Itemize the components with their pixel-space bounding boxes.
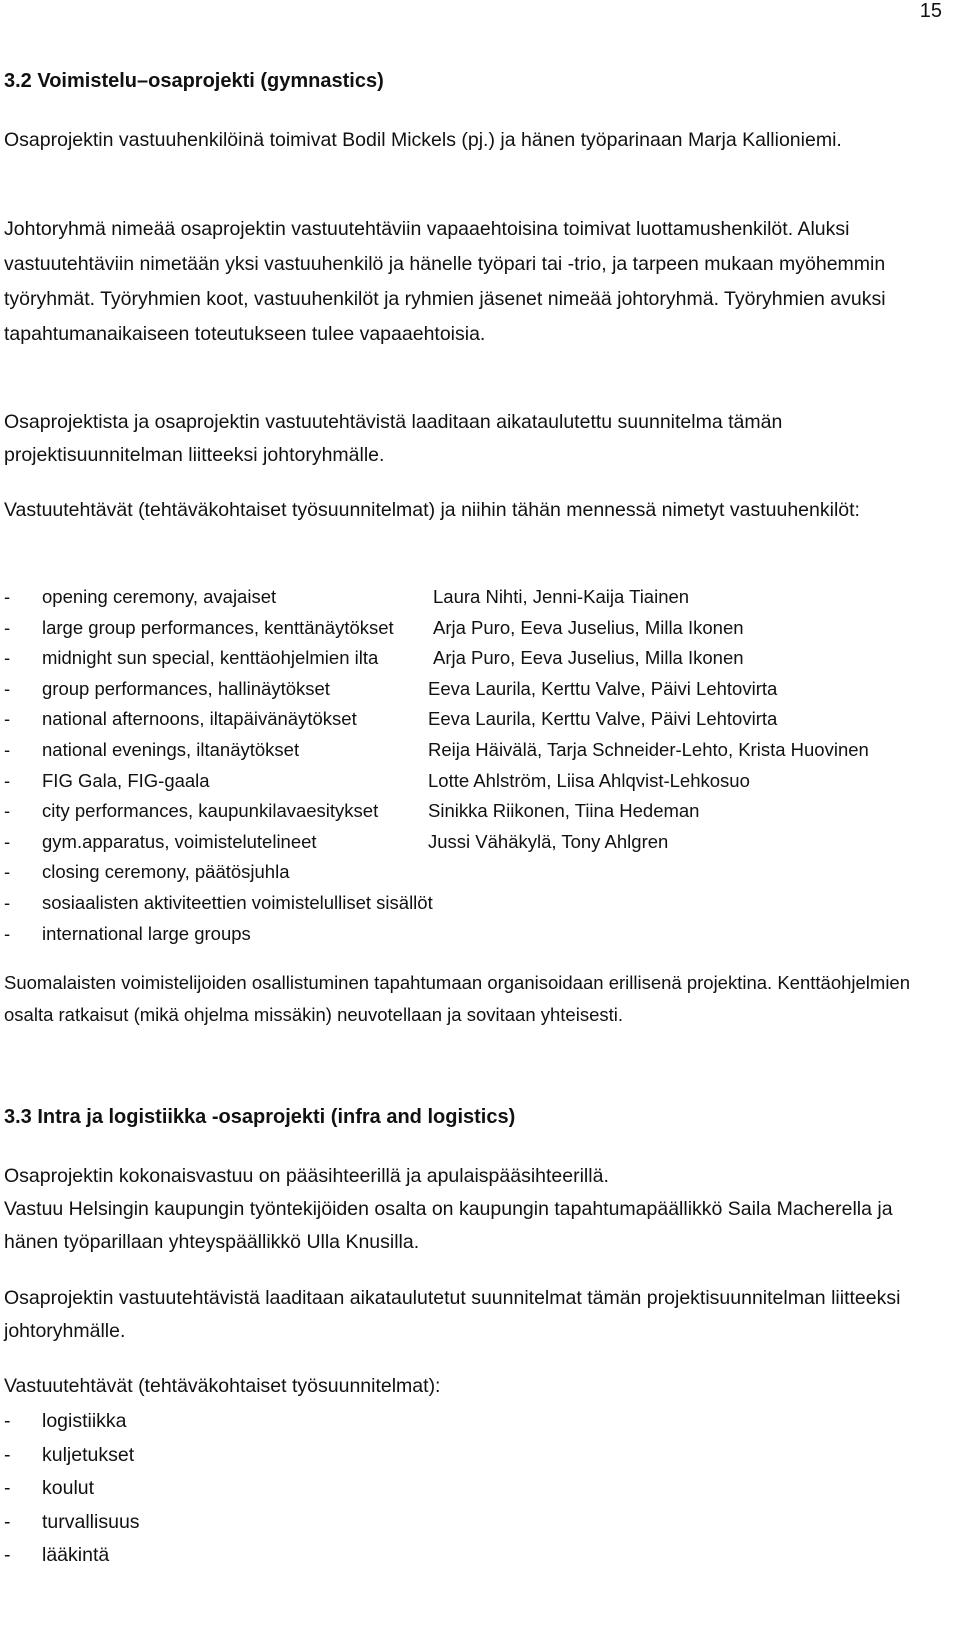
task-name: group performances, hallinäytökset	[42, 677, 330, 699]
list-dash: -	[4, 830, 11, 852]
list-dash: -	[4, 1544, 11, 1566]
task-persons: Laura Nihti, Jenni-Kaija Tiainen	[433, 586, 690, 607]
list-dash: -	[4, 1510, 11, 1533]
task-name: city performances, kaupunkilavaesitykset	[42, 800, 379, 822]
list-dash: -	[4, 708, 11, 730]
task-name: sosiaalisten aktiviteettien voimistelulliset sisällöt	[42, 891, 433, 913]
paragraph-overall-responsibility: Osaprojektin kokonaisvastuu on pääsihteerillä ja apulaispääsihteerillä.	[4, 1165, 609, 1187]
task-name: large group performances, kenttänäytökset	[42, 616, 394, 638]
paragraph-schedule-plan: Osaprojektista ja osaprojektin vastuutehtävistä laaditaan aikataulutettu suunnitelma tämän projektisuunnitelman liitteeksi johtoryhmälle.	[4, 411, 783, 466]
list-dash: -	[4, 922, 11, 944]
task-persons: Lotte Ahlström, Liisa Ahlqvist-Lehkosuo	[428, 769, 750, 791]
paragraph-finnish-gymnasts: Suomalaisten voimistelijoiden osallistuminen tapahtumaan organisoidaan erillisenä projektina. Kenttäohjelmien osalta ratkaisut (mikä ohjelma missäkin) neuvotellaan ja sovitaan yhteisesti.	[4, 972, 911, 1025]
list-dash: -	[4, 1477, 11, 1499]
task-persons: Eeva Laurila, Kerttu Valve, Päivi Lehtovirta	[428, 677, 778, 699]
task-persons: Eeva Laurila, Kerttu Valve, Päivi Lehtovirta	[428, 708, 778, 730]
task-name: opening ceremony, avajaiset	[42, 586, 277, 607]
list-dash: -	[4, 586, 11, 607]
task-name: closing ceremony, päätösjuhla	[42, 861, 290, 883]
paragraph-tasks-intro-3-3: Vastuutehtävät (tehtäväkohtaiset työsuunnitelmat):	[4, 1375, 441, 1397]
task-persons: Jussi Vähäkylä, Tony Ahlgren	[428, 830, 669, 852]
task-persons: Sinikka Riikonen, Tiina Hedeman	[428, 800, 700, 822]
task-name: logistiikka	[42, 1410, 127, 1432]
task-name: gym.apparatus, voimistelutelineet	[42, 830, 317, 852]
list-dash: -	[4, 891, 11, 913]
task-name: national afternoons, iltapäivänäytökset	[42, 708, 357, 730]
list-dash: -	[4, 738, 11, 760]
list-dash: -	[4, 1443, 11, 1466]
task-persons: Arja Puro, Eeva Juselius, Milla Ikonen	[433, 647, 744, 669]
task-persons: Arja Puro, Eeva Juselius, Milla Ikonen	[433, 616, 744, 638]
page-number: 15	[919, 0, 942, 22]
task-name: koulut	[42, 1477, 95, 1499]
task-name: national evenings, iltanäytökset	[42, 738, 300, 760]
list-dash: -	[4, 1410, 11, 1432]
paragraph-tasks-intro: Vastuutehtävät (tehtäväkohtaiset työsuunnitelmat) ja niihin tähän mennessä nimetyt vastuuhenkilöt:	[4, 499, 860, 521]
task-name: midnight sun special, kenttäohjelmien ilta	[42, 647, 379, 669]
list-dash: -	[4, 616, 11, 638]
paragraph-schedule-plans: Osaprojektin vastuutehtävistä laaditaan aikataulutetut suunnitelmat tämän projektisuunnitelman liitteeksi johtoryhmälle.	[4, 1287, 901, 1342]
list-dash: -	[4, 769, 11, 791]
list-dash: -	[4, 677, 11, 699]
paragraph-steering-group: Johtoryhmä nimeää osaprojektin vastuutehtäviin vapaaehtoisina toimivat luottamushenkilöt. Aluksi vastuutehtäviin nimetään yksi vastuuhenkilö ja hänelle työpari tai -trio, ja tarpeen mukaan myöhemmin työryhmät. Työryhmien koot, vastuuhenkilöt ja ryhmien jäsenet nimeää johtoryhmä. Työryhmien avuksi tapahtumanaikaiseen toteutukseen tulee vapaaehtoisia.	[4, 218, 886, 345]
section-heading-3-3: 3.3 Intra ja logistiikka -osaprojekti (infra and logistics)	[4, 1106, 516, 1128]
list-dash: -	[4, 647, 11, 669]
task-name: lääkintä	[42, 1544, 110, 1566]
section-heading-3-2: 3.2 Voimistelu–osaprojekti (gymnastics)	[4, 70, 384, 92]
list-dash: -	[4, 861, 11, 883]
task-name: kuljetukset	[42, 1443, 135, 1466]
paragraph-responsible-persons: Osaprojektin vastuuhenkilöinä toimivat Bodil Mickels (pj.) ja hänen työparinaan Marja Kallioniemi.	[4, 129, 842, 151]
list-dash: -	[4, 800, 11, 822]
task-name: FIG Gala, FIG-gaala	[42, 769, 210, 791]
task-persons: Reija Häivälä, Tarja Schneider-Lehto, Krista Huovinen	[428, 738, 869, 760]
paragraph-city-employees: Vastuu Helsingin kaupungin työntekijöiden osalta on kaupungin tapahtumapäällikkö Saila Macherella ja hänen työparillaan yhteyspäällikkö Ulla Knusilla.	[4, 1198, 893, 1253]
task-name: turvallisuus	[42, 1510, 140, 1533]
task-name: international large groups	[42, 922, 251, 944]
